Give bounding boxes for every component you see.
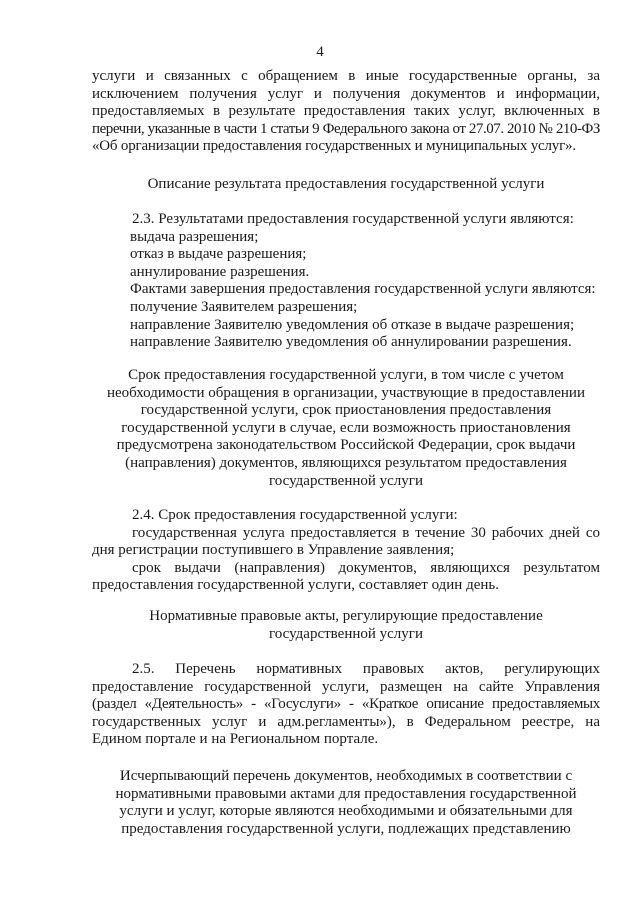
- text-line: выдача разрешения;: [130, 228, 259, 245]
- heading-docs: [92, 768, 600, 838]
- text-line: срок выдачи (направления) документов, являющихся результатом: [132, 559, 600, 576]
- heading-result: [92, 176, 600, 194]
- text-line: 2.3. Результатами предоставления государственной услуги являются:: [132, 211, 574, 227]
- heading-acts: [92, 608, 600, 643]
- heading-line: Исчерпывающий перечень документов, необходимых в соответствии с: [119, 768, 573, 784]
- heading-line: Срок предоставления государственной услуги, в том числе с учетом: [128, 367, 564, 383]
- text-line: предоставляемых в результате предоставления таких услуг, включенных в: [92, 103, 600, 120]
- heading-line: Описание результата предоставления государственной услуги: [147, 176, 545, 192]
- page-number: 4: [316, 44, 324, 60]
- text-line: аннулирование разрешения.: [130, 263, 310, 280]
- text-line: исключением получения услуг и получения документов и информации,: [92, 85, 600, 102]
- heading-line: необходимости обращения в организации, участвующие в предоставлении: [107, 384, 585, 401]
- text-line: отказ в выдаче разрешения;: [130, 246, 307, 263]
- section-2-5: [92, 661, 600, 749]
- heading-line: Нормативные правовые акты, регулирующие предоставление: [149, 608, 543, 624]
- text-line: 2.5. Перечень нормативных правовых актов, регулирующих: [132, 661, 600, 677]
- section-2-4: [92, 507, 600, 595]
- text-line: перечни, указанные в части 1 статьи 9 Федерального закона от 27.07. 2010 № 210-ФЗ: [92, 120, 600, 137]
- text-line: 2.4. Срок предоставления государственной услуги:: [132, 507, 458, 523]
- heading-line: государственной услуги: [269, 472, 423, 489]
- text-line: государственная услуга предоставляется в течение 30 рабочих дней со: [132, 524, 600, 541]
- text-line: Едином портале и на Региональном портале.: [92, 731, 379, 748]
- heading-line: услуги и услуг, которые являются необходимыми и обязательными для: [119, 803, 573, 820]
- text-line: направление Заявителю уведомления об аннулировании разрешения.: [130, 334, 572, 351]
- heading-line: нормативными правовыми актами для предоставления государственной: [115, 785, 577, 802]
- text-line: предоставления государственной услуги, составляет один день.: [92, 577, 499, 594]
- heading-line: предусмотрена законодательством Российской Федерации, срок выдачи: [116, 437, 576, 454]
- text-line: предоставление государственной услуги, размещен на сайте Управления: [92, 678, 600, 695]
- text-line: Фактами завершения предоставления государственной услуги являются:: [130, 281, 596, 298]
- heading-line: предоставления государственной услуги, подлежащих представлению: [121, 820, 571, 837]
- text-line: получение Заявителем разрешения;: [130, 298, 358, 315]
- heading-line: государственной услуги: [269, 625, 423, 642]
- intro-paragraph: [92, 68, 600, 156]
- heading-term: [92, 367, 600, 490]
- text-line: (раздел «Деятельность» - «Госуслуги» - «Краткое описание предоставляемых: [92, 696, 600, 713]
- text-line: направление Заявителю уведомления об отказе в выдаче разрешения;: [130, 316, 575, 333]
- heading-line: государственной услуги, срок приостановления предоставления: [140, 402, 552, 419]
- text-line: «Об организации предоставления государственных и муниципальных услуг».: [92, 138, 576, 155]
- heading-line: государственной услуги в случае, если возможность приостановления: [121, 419, 571, 436]
- text-line: государственных услуг и адм.регламенты»), в Федеральном реестре, на: [92, 713, 600, 730]
- text-line: дня регистрации поступившего в Управление заявления;: [92, 542, 455, 559]
- heading-line: (направления) документов, являющихся результатом предоставления: [125, 454, 567, 471]
- text-line: услуги и связанных с обращением в иные государственные органы, за: [92, 68, 600, 84]
- section-2-3: [92, 211, 600, 352]
